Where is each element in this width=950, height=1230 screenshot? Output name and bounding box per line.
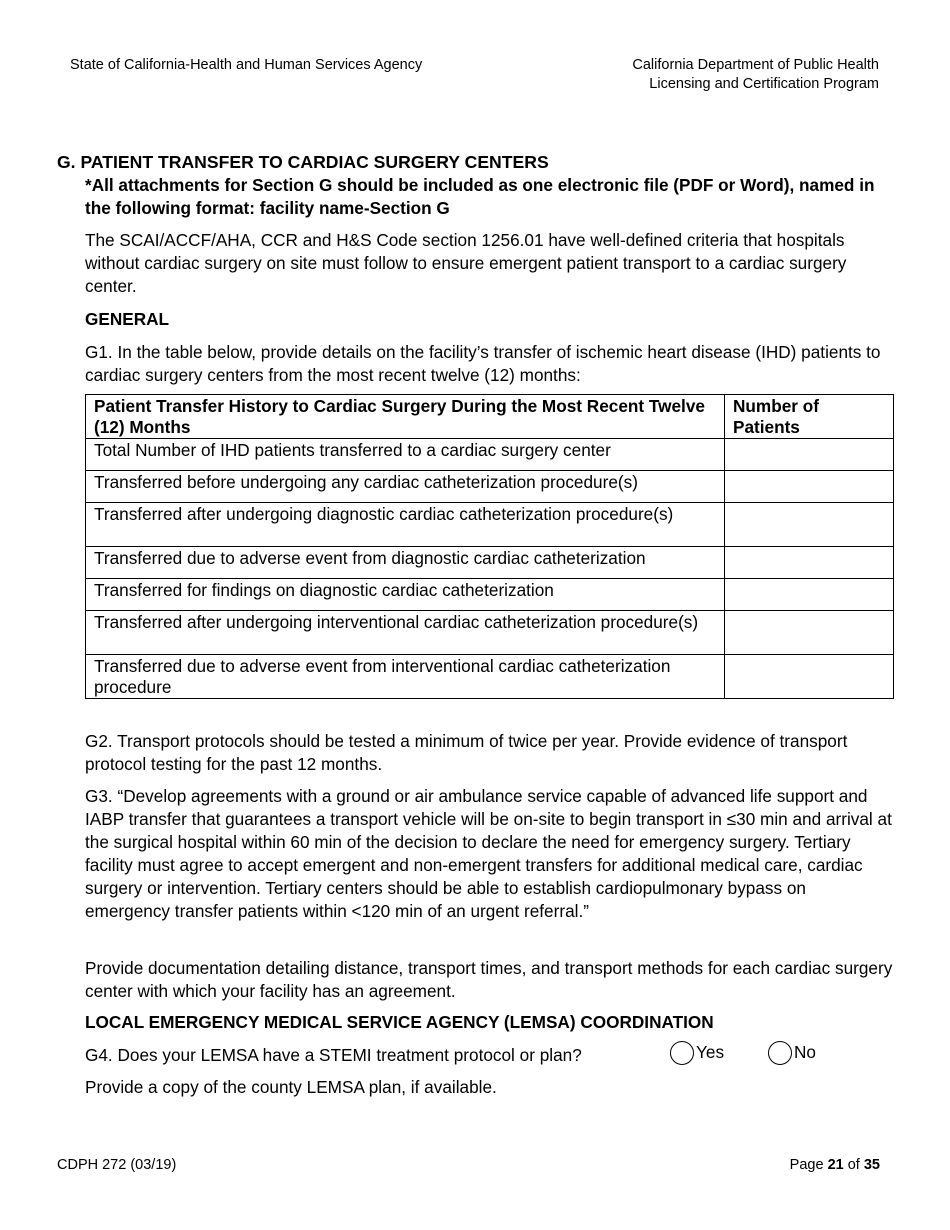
patients-count-input[interactable] <box>725 579 894 611</box>
yes-radio[interactable] <box>670 1041 694 1065</box>
header-agency: State of California-Health and Human Services Agency <box>70 57 423 73</box>
row-label: Transferred before undergoing any cardiac catheterization procedure(s) <box>86 471 725 503</box>
row-label: Transferred due to adverse event from interventional cardiac catheterization procedure <box>86 655 725 699</box>
row-label: Transferred after undergoing diagnostic cardiac catheterization procedure(s) <box>86 503 725 547</box>
footer-page-number <box>790 1156 880 1175</box>
g4-question: G4. Does your LEMSA have a STEMI treatment protocol or plan? <box>85 1045 582 1065</box>
table-header-history: Patient Transfer History to Cardiac Surgery During the Most Recent Twelve (12) Months <box>86 395 725 439</box>
header-department-block <box>632 56 879 94</box>
page-current: 21 <box>827 1157 844 1173</box>
table-row <box>86 439 894 471</box>
patients-count-input[interactable] <box>725 547 894 579</box>
table-row <box>86 655 894 699</box>
page-prefix: Page <box>789 1157 824 1173</box>
table-row <box>86 471 894 503</box>
footer-form-id: CDPH 272 (03/19) <box>57 1157 177 1173</box>
page-total: 35 <box>863 1157 880 1173</box>
header-department: California Department of Public Health <box>632 57 879 73</box>
row-label: Total Number of IHD patients transferred to a cardiac surgery center <box>86 439 725 471</box>
section-title: G. PATIENT TRANSFER TO CARDIAC SURGERY CENTERS <box>57 152 549 172</box>
general-heading: GENERAL <box>85 309 170 329</box>
row-label: Transferred for findings on diagnostic cardiac catheterization <box>86 579 725 611</box>
header-program: Licensing and Certification Program <box>649 76 879 92</box>
yes-label: Yes <box>696 1042 725 1062</box>
intro-paragraph: The SCAI/ACCF/AHA, CCR and H&S Code section 1256.01 have well-defined criteria that hospitals without cardiac surgery on site must follow to ensure emergent patient transport to a cardiac surgery center. <box>85 230 847 296</box>
no-radio[interactable] <box>768 1041 792 1065</box>
attachment-note: *All attachments for Section G should be included as one electronic file (PDF or Word), named in the following format: facility name-Section G <box>85 175 875 218</box>
row-label: Transferred after undergoing interventional cardiac catheterization procedure(s) <box>86 611 725 655</box>
patients-count-input[interactable] <box>725 611 894 655</box>
g1-question: G1. In the table below, provide details on the facility’s transfer of ischemic heart disease (IHD) patients to cardiac surgery centers from the most recent twelve (12) months: <box>85 342 881 385</box>
patients-count-input[interactable] <box>725 439 894 471</box>
table-row <box>86 579 894 611</box>
documentation-paragraph: Provide documentation detailing distance, transport times, and transport methods for each cardiac surgery center with which your facility has an agreement. <box>85 958 893 1001</box>
row-label: Transferred due to adverse event from diagnostic cardiac catheterization <box>86 547 725 579</box>
g2-paragraph: G2. Transport protocols should be tested a minimum of twice per year. Provide evidence of transport protocol testing for the past 12 months. <box>85 731 848 774</box>
page-of: of <box>847 1157 860 1173</box>
no-label: No <box>794 1042 816 1062</box>
lemsa-heading: LOCAL EMERGENCY MEDICAL SERVICE AGENCY (LEMSA) COORDINATION <box>85 1012 714 1032</box>
lemsa-copy-paragraph: Provide a copy of the county LEMSA plan, if available. <box>85 1077 497 1097</box>
g4-no-option[interactable] <box>768 1041 816 1065</box>
table-header-row <box>86 395 894 439</box>
table-row <box>86 611 894 655</box>
transfer-history-table <box>85 394 894 699</box>
table-row <box>86 547 894 579</box>
patients-count-input[interactable] <box>725 655 894 699</box>
table-row <box>86 503 894 547</box>
table-header-number: Number of Patients <box>725 395 894 439</box>
g3-paragraph: G3. “Develop agreements with a ground or air ambulance service capable of advanced life support and IABP transfer that guarantees a transport vehicle will be on-site to begin transport in ≤30 min and arrival at the surgical hospital within 60 min of the decision to declare the need for emergency surgery. Tertiary facility must agree to accept emergent and non-emergent transfers for additional medical care, cardiac surgery or intervention. Tertiary centers should be able to establish cardiopulmonary bypass on emergency transfer patients within <120 min of an urgent referral.” <box>85 786 892 921</box>
patients-count-input[interactable] <box>725 471 894 503</box>
g4-yes-option[interactable] <box>670 1041 724 1065</box>
patients-count-input[interactable] <box>725 503 894 547</box>
